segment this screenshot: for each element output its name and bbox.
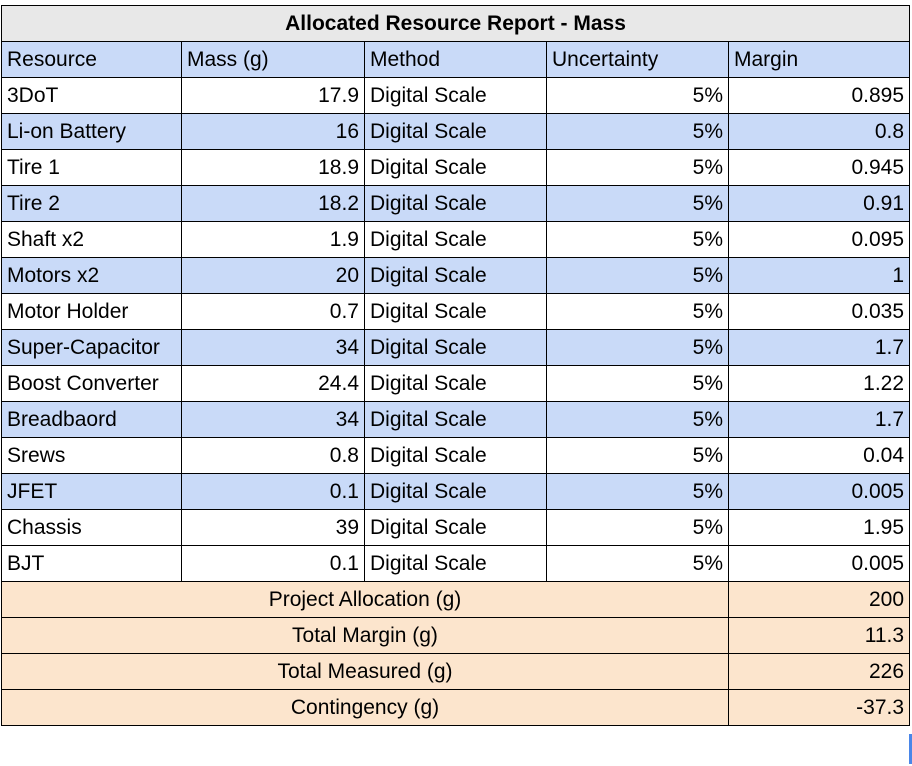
- cell-method[interactable]: Digital Scale: [365, 150, 547, 186]
- cell-mass[interactable]: 0.1: [182, 474, 365, 510]
- cell-resource[interactable]: Motor Holder: [2, 294, 182, 330]
- table-row: [2, 402, 910, 438]
- cell-mass[interactable]: 39: [182, 510, 365, 546]
- cell-method[interactable]: Digital Scale: [365, 114, 547, 150]
- table-row: [2, 150, 910, 186]
- table-row: [2, 114, 910, 150]
- cell-mass[interactable]: 1.9: [182, 222, 365, 258]
- cell-method[interactable]: Digital Scale: [365, 366, 547, 402]
- cell-uncertainty[interactable]: 5%: [547, 150, 729, 186]
- summary-value[interactable]: -37.3: [729, 690, 910, 726]
- table-row: [2, 438, 910, 474]
- cell-resource[interactable]: BJT: [2, 546, 182, 582]
- table-row: [2, 294, 910, 330]
- cell-method[interactable]: Digital Scale: [365, 294, 547, 330]
- cell-uncertainty[interactable]: 5%: [547, 546, 729, 582]
- header-margin[interactable]: Margin: [729, 42, 910, 78]
- table-row: [2, 186, 910, 222]
- cell-method[interactable]: Digital Scale: [365, 546, 547, 582]
- cell-resource[interactable]: Chassis: [2, 510, 182, 546]
- header-mass[interactable]: Mass (g): [182, 42, 365, 78]
- table-row: [2, 510, 910, 546]
- cell-resource[interactable]: Tire 1: [2, 150, 182, 186]
- cell-uncertainty[interactable]: 5%: [547, 78, 729, 114]
- cell-method[interactable]: Digital Scale: [365, 438, 547, 474]
- summary-label[interactable]: Total Measured (g): [2, 654, 729, 690]
- cell-method[interactable]: Digital Scale: [365, 474, 547, 510]
- cell-mass[interactable]: 34: [182, 402, 365, 438]
- header-method[interactable]: Method: [365, 42, 547, 78]
- cell-uncertainty[interactable]: 5%: [547, 438, 729, 474]
- cell-method[interactable]: Digital Scale: [365, 402, 547, 438]
- cell-margin[interactable]: 0.035: [729, 294, 910, 330]
- table-row: [2, 258, 910, 294]
- cell-margin[interactable]: 0.8: [729, 114, 910, 150]
- table-row: [2, 474, 910, 510]
- cell-mass[interactable]: 17.9: [182, 78, 365, 114]
- cell-uncertainty[interactable]: 5%: [547, 114, 729, 150]
- summary-row-allocation: [2, 582, 910, 618]
- cell-uncertainty[interactable]: 5%: [547, 222, 729, 258]
- summary-label[interactable]: Project Allocation (g): [2, 582, 729, 618]
- header-row: [2, 42, 910, 78]
- cell-uncertainty[interactable]: 5%: [547, 402, 729, 438]
- cell-resource[interactable]: Super-Capacitor: [2, 330, 182, 366]
- cell-uncertainty[interactable]: 5%: [547, 366, 729, 402]
- cell-method[interactable]: Digital Scale: [365, 78, 547, 114]
- summary-row-contingency: [2, 690, 910, 726]
- table-row: [2, 330, 910, 366]
- summary-label[interactable]: Contingency (g): [2, 690, 729, 726]
- cell-margin[interactable]: 1: [729, 258, 910, 294]
- cell-uncertainty[interactable]: 5%: [547, 186, 729, 222]
- header-uncertainty[interactable]: Uncertainty: [547, 42, 729, 78]
- table-row: [2, 222, 910, 258]
- cell-method[interactable]: Digital Scale: [365, 510, 547, 546]
- cell-margin[interactable]: 1.95: [729, 510, 910, 546]
- table-row: [2, 546, 910, 582]
- cell-margin[interactable]: 0.945: [729, 150, 910, 186]
- cell-mass[interactable]: 0.8: [182, 438, 365, 474]
- summary-value[interactable]: 226: [729, 654, 910, 690]
- cell-uncertainty[interactable]: 5%: [547, 330, 729, 366]
- cell-resource[interactable]: 3DoT: [2, 78, 182, 114]
- cell-method[interactable]: Digital Scale: [365, 222, 547, 258]
- table-row: [2, 366, 910, 402]
- cell-uncertainty[interactable]: 5%: [547, 510, 729, 546]
- cell-uncertainty[interactable]: 5%: [547, 294, 729, 330]
- cell-margin[interactable]: 0.095: [729, 222, 910, 258]
- cell-method[interactable]: Digital Scale: [365, 186, 547, 222]
- cell-resource[interactable]: Srews: [2, 438, 182, 474]
- summary-row-total-measured: [2, 654, 910, 690]
- cell-margin[interactable]: 0.005: [729, 546, 910, 582]
- header-resource[interactable]: Resource: [2, 42, 182, 78]
- cell-mass[interactable]: 20: [182, 258, 365, 294]
- cell-mass[interactable]: 24.4: [182, 366, 365, 402]
- cell-mass[interactable]: 18.2: [182, 186, 365, 222]
- table-row: [2, 78, 910, 114]
- cell-margin[interactable]: 0.895: [729, 78, 910, 114]
- cell-resource[interactable]: Li-on Battery: [2, 114, 182, 150]
- cell-margin[interactable]: 0.91: [729, 186, 910, 222]
- cell-uncertainty[interactable]: 5%: [547, 474, 729, 510]
- cell-mass[interactable]: 18.9: [182, 150, 365, 186]
- cell-resource[interactable]: Boost Converter: [2, 366, 182, 402]
- cell-mass[interactable]: 34: [182, 330, 365, 366]
- cell-resource[interactable]: Motors x2: [2, 258, 182, 294]
- summary-value[interactable]: 11.3: [729, 618, 910, 654]
- summary-label[interactable]: Total Margin (g): [2, 618, 729, 654]
- cell-resource[interactable]: Tire 2: [2, 186, 182, 222]
- cell-margin[interactable]: 0.04: [729, 438, 910, 474]
- cell-method[interactable]: Digital Scale: [365, 330, 547, 366]
- cell-mass[interactable]: 0.1: [182, 546, 365, 582]
- cell-mass[interactable]: 0.7: [182, 294, 365, 330]
- summary-value[interactable]: 200: [729, 582, 910, 618]
- report-title[interactable]: Allocated Resource Report - Mass: [2, 6, 910, 42]
- resource-report-table: [1, 5, 910, 726]
- summary-row-total-margin: [2, 618, 910, 654]
- cell-margin[interactable]: 1.7: [729, 402, 910, 438]
- cell-method[interactable]: Digital Scale: [365, 258, 547, 294]
- cell-mass[interactable]: 16: [182, 114, 365, 150]
- cell-resource[interactable]: JFET: [2, 474, 182, 510]
- cell-resource[interactable]: Shaft x2: [2, 222, 182, 258]
- cell-uncertainty[interactable]: 5%: [547, 258, 729, 294]
- cell-margin[interactable]: 1.7: [729, 330, 910, 366]
- cell-resource[interactable]: Breadbaord: [2, 402, 182, 438]
- title-row: [2, 6, 910, 42]
- cell-margin[interactable]: 0.005: [729, 474, 910, 510]
- cell-margin[interactable]: 1.22: [729, 366, 910, 402]
